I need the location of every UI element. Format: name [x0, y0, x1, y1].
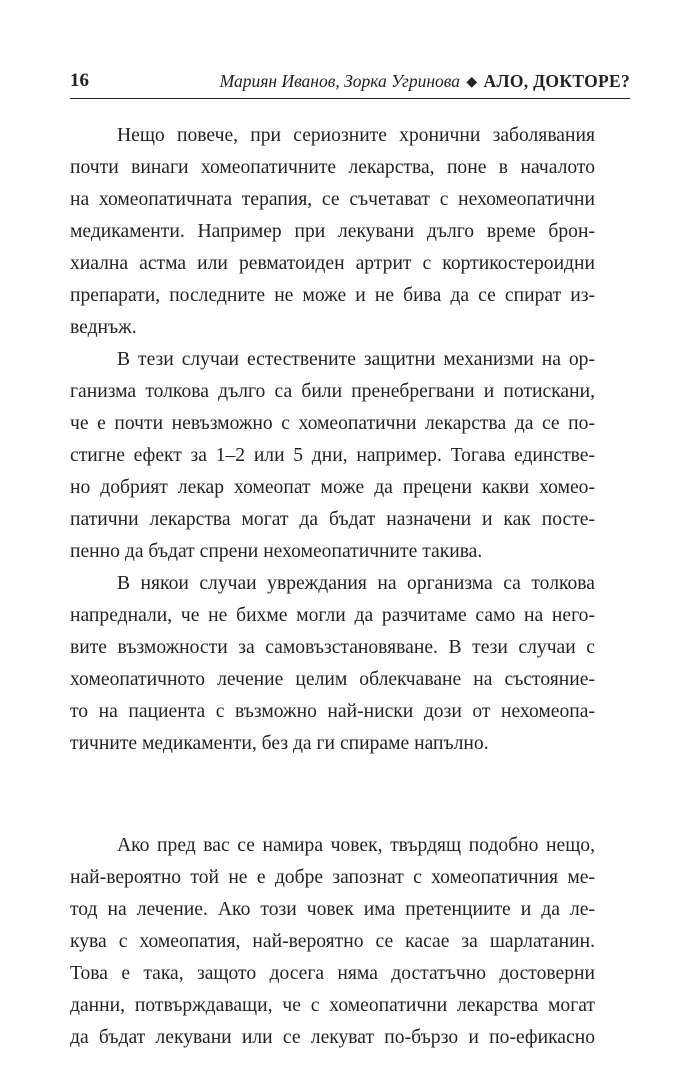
text-line: вите възможности за самовъзстановяване. В тези случаи с — [70, 637, 595, 658]
text-line: кува с хомеопатия, най-вероятно се касае за шарлатанин. — [70, 931, 595, 952]
text-line: Това е така, защото досега няма достатъчно достоверни — [70, 963, 595, 984]
text-line: тичните медикаменти, без да ги спираме напълно. — [70, 733, 489, 754]
text-line: патични лекарства могат да бъдат назначени и как посте- — [70, 509, 595, 530]
text-line: напреднали, че не бихме могли да разчитаме само на него- — [70, 605, 595, 626]
text-line: да бъдат лекувани или се лекуват по-бързо и по-ефикасно — [70, 1027, 595, 1048]
text-line: хомеопатичното лечение целим облекчаване на състояние- — [70, 669, 595, 690]
text-line: че е почти невъзможно с хомеопатични лекарства да се по- — [70, 413, 595, 434]
text-line: пенно да бъдат спрени нехомеопатичните такива. — [70, 541, 483, 562]
text-line: Нещо повече, при сериозните хронични заболявания — [117, 125, 595, 146]
authors: Мариян Иванов, Зорка Угринова — [219, 71, 461, 91]
text-line: веднъж. — [70, 317, 137, 338]
text-line: почти винаги хомеопатичните лекарства, поне в началото — [70, 157, 595, 178]
text-line: на хомеопатичната терапия, се съчетават с нехомеопатични — [70, 189, 595, 210]
diamond-separator-icon: ◆ — [466, 75, 478, 90]
text-line: В тези случаи естествените защитни механизми на ор- — [117, 349, 595, 370]
text-line: ганизма толкова дълго са били пренебрегвани и потискани, — [70, 381, 595, 402]
running-head — [220, 71, 630, 92]
page-number: 16 — [70, 70, 89, 91]
text-line: препарати, последните не може и не бива да се спират из- — [70, 285, 595, 306]
text-line: данни, потвърждаващи, че с хомеопатични лекарства могат — [70, 995, 595, 1016]
text-line: стигне ефект за 1–2 или 5 дни, например. Тогава единстве- — [70, 445, 595, 466]
running-header — [70, 66, 630, 96]
text-line: то на пациента с възможно най-ниски дози от нехомеопа- — [70, 701, 595, 722]
book-title: АЛО, ДОКТОРЕ? — [483, 71, 630, 91]
text-line: В някои случаи увреждания на организма са толкова — [117, 573, 595, 594]
header-rule — [70, 98, 630, 99]
text-line: Ако пред вас се намира човек, твърдящ подобно нещо, — [117, 835, 595, 856]
text-line: тод на лечение. Ако този човек има претенциите и да ле- — [70, 899, 595, 920]
text-line: медикаменти. Например при лекувани дълго време брон- — [70, 221, 595, 242]
text-line: най-вероятно той не е добре запознат с хомеопатичния ме- — [70, 867, 595, 888]
text-line: хиална астма или ревматоиден артрит с кортикостероидни — [70, 253, 595, 274]
text-line: но добрият лекар хомеопат може да прецени какви хомео- — [70, 477, 595, 498]
